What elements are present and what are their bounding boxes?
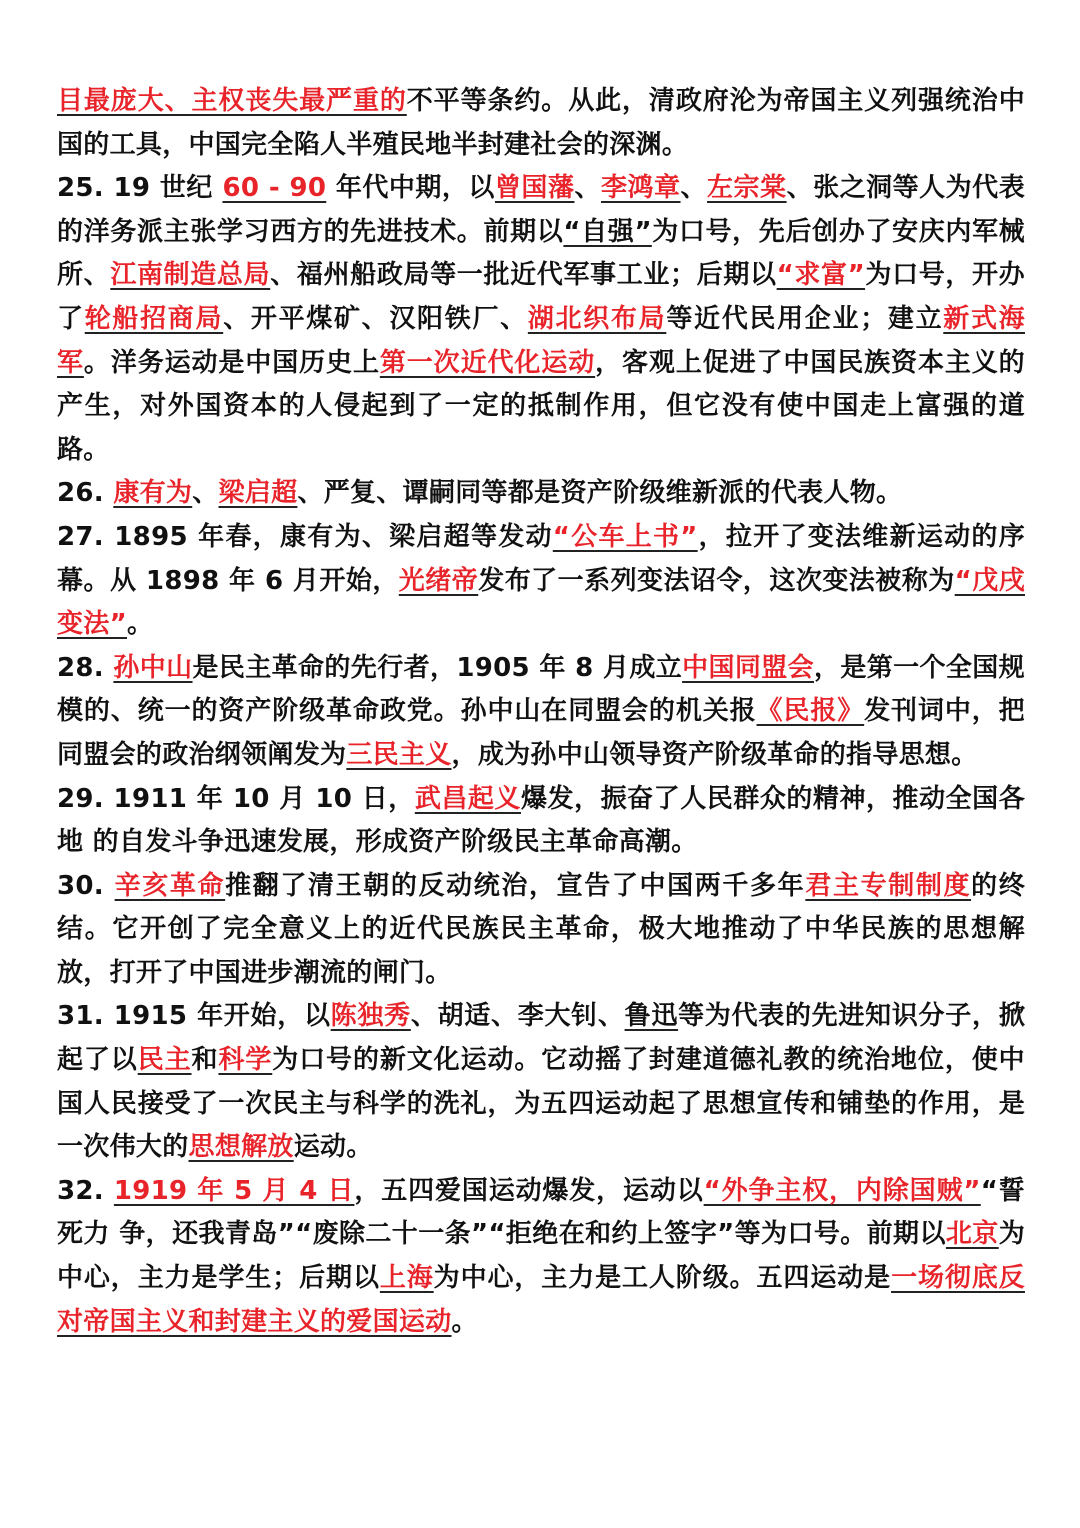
text-run: 发刊词中，把同盟会的政治纲领阐发为 [57,696,1025,770]
paragraph-p29 [57,778,1025,865]
text-run: 31. 1915 年开始，以 [57,1001,331,1032]
text-run: 。 [451,1306,478,1337]
text-run: 28. [57,652,114,683]
text-run: ，成为孙中山领导资产阶级革命的指导思想。 [451,739,978,770]
highlighted-term: 轮船招商局 [84,303,224,334]
text-run: 运动。 [293,1132,373,1163]
highlighted-term: 民主 [137,1045,192,1076]
text-run: 和 [191,1045,219,1076]
text-run: 27. 1895 年春，康有为、梁启超等发动 [57,521,553,552]
highlighted-term: 江南制造总局 [110,260,271,291]
text-run: 、胡适、李大钊、 [410,1001,625,1032]
highlighted-term: 一场彻底反对帝国主义和封建主义的爱国运动 [57,1263,1025,1337]
highlighted-term: 孙中山 [113,652,193,683]
highlighted-term: 君主专制制度 [805,870,972,901]
text-run: ，是第一个全国规模的、统一的资产阶级革命政党。孙中山在同盟会的机关报 [57,652,1025,727]
highlighted-term: 陈独秀 [330,1001,411,1032]
text-run: 29. 1911 年 10 月 10 日， [57,783,415,814]
text-run: 的终结。它开创了完全意义上的近代民族民主革命，极大地推动了中华民族的思想解放，打开了中国进步潮流的闸门。 [57,870,1026,988]
underlined-term: “自强” [563,216,652,247]
text-run: 。洋务运动是中国历史上 [83,347,380,378]
highlighted-term: 思想解放 [188,1132,294,1163]
text-run: 为口号，先后创办了安庆内军械所、 [57,216,1025,291]
text-run: 25. 19 世纪 [57,173,223,204]
highlighted-term: 梁启超 [218,478,298,509]
text-run: “誓死力 争，还我青岛”“废除二十一条”“拒绝在和约上签字”等为口号。前期以 [57,1175,1025,1250]
text-run: 、 [574,173,601,204]
highlighted-term: 左宗棠 [707,173,787,204]
highlighted-term: 康有为 [113,478,193,509]
text-run: 等近代民用企业；建立 [666,303,944,334]
text-run: 爆发，振奋了人民群众的精神，推动全国各地 的自发斗争迅速发展，形成资产阶级民主革命高潮。 [57,783,1026,858]
text-run: 、开平煤矿、汉阳铁厂、 [223,303,528,334]
highlighted-term: “求富” [776,260,866,291]
text-run: 不平等条约。从此，清政府沦为帝国主义列强统治中国的工具，中国完全陷人半殖民地半封建社会的深渊。 [57,86,1025,160]
highlighted-term: 辛亥革命 [114,870,226,901]
text-run: 、严复、谭嗣同等都是资产阶级维新派的代表人物。 [297,478,903,509]
paragraph-p27 [57,516,1025,647]
highlighted-term: 李鸿章 [600,173,681,204]
highlighted-term: “公车上书” [552,521,698,552]
highlighted-term: 三民主义 [346,739,452,770]
text-run: 32. [57,1175,114,1206]
text-run: ，五四爱国运动爆发，运动以 [354,1175,704,1206]
highlighted-term: 《民报》 [756,696,865,727]
paragraph-p26 [57,472,1025,516]
text-run: 发布了一系列变法诏令，这次变法被称为 [478,565,955,596]
paragraph-p32 [57,1170,1025,1344]
text-run: 为中心，主力是工人阶级。五四运动是 [433,1263,892,1294]
text-run: 30. [57,870,115,901]
highlighted-term: 科学 [218,1045,273,1076]
highlighted-term: “外争主权，内除国贼” [703,1175,981,1206]
text-run: 年代中期，以 [326,173,495,204]
highlighted-term: 第一次近代化运动 [379,347,596,378]
highlighted-term: “戊戌变法” [57,565,1025,640]
text-run: 、张之洞等人为代表的洋务派主张学习西方的先进技术。前期以 [57,173,1025,247]
paragraph-p30 [57,865,1025,996]
text-run: 等为代表的先进知识分子，掀起了以 [57,1001,1026,1076]
highlighted-term: 北京 [945,1219,999,1250]
text-run: 26. [57,478,114,509]
paragraph-p31 [57,995,1025,1169]
text-run: 、 [192,478,219,509]
highlighted-term: 湖北织布局 [527,303,667,334]
text-run: 、 [680,173,708,204]
paragraph-p25 [57,167,1025,472]
text-run: ，客观上促进了中国民族资本主义的产生，对外国资本的人侵起到了一定的抵制作用，但它没有使中国走上富强的道路。 [57,347,1025,465]
highlighted-term: 60 - 90 [222,173,327,204]
text-run: ，拉开了变法维新运动的序 幕。从 1898 年 6 月开始， [57,521,1025,596]
highlighted-term: 目最庞大、主权丧失最严重的 [57,86,407,116]
highlighted-term: 1919 年 5 月 4 日 [113,1175,355,1206]
text-run: 、福州船政局等一批近代军事工业；后期以 [270,260,777,291]
highlighted-term: 中国同盟会 [682,652,815,683]
text-run: 为中心，主力是学生；后期以 [57,1219,1025,1294]
text-run: 。 [127,609,154,640]
paragraph-p28 [57,647,1025,778]
highlighted-term: 光绪帝 [398,565,479,596]
underlined-term: 鲁迅 [624,1001,679,1032]
text-run: 是民主革命的先行者，1905 年 8 月成立 [192,652,683,683]
paragraph-p24-cont [57,80,1025,167]
highlighted-term: 上海 [379,1263,434,1294]
highlighted-term: 曾国藩 [494,173,575,204]
text-run: 为口号，开办了 [57,260,1025,334]
highlighted-term: 武昌起义 [414,783,521,814]
document-body [57,80,1025,1344]
text-run: 为口号的新文化运动。它动摇了封建道德礼教的统治地位，使中国人民接受了一次民主与科学的洗礼，为五四运动起了思想宣传和铺垫的作用，是一次伟大的 [57,1045,1025,1163]
text-run: 推翻了清王朝的反动统治，宣告了中国两千多年 [225,870,806,901]
highlighted-term: 新式海军 [57,303,1025,378]
